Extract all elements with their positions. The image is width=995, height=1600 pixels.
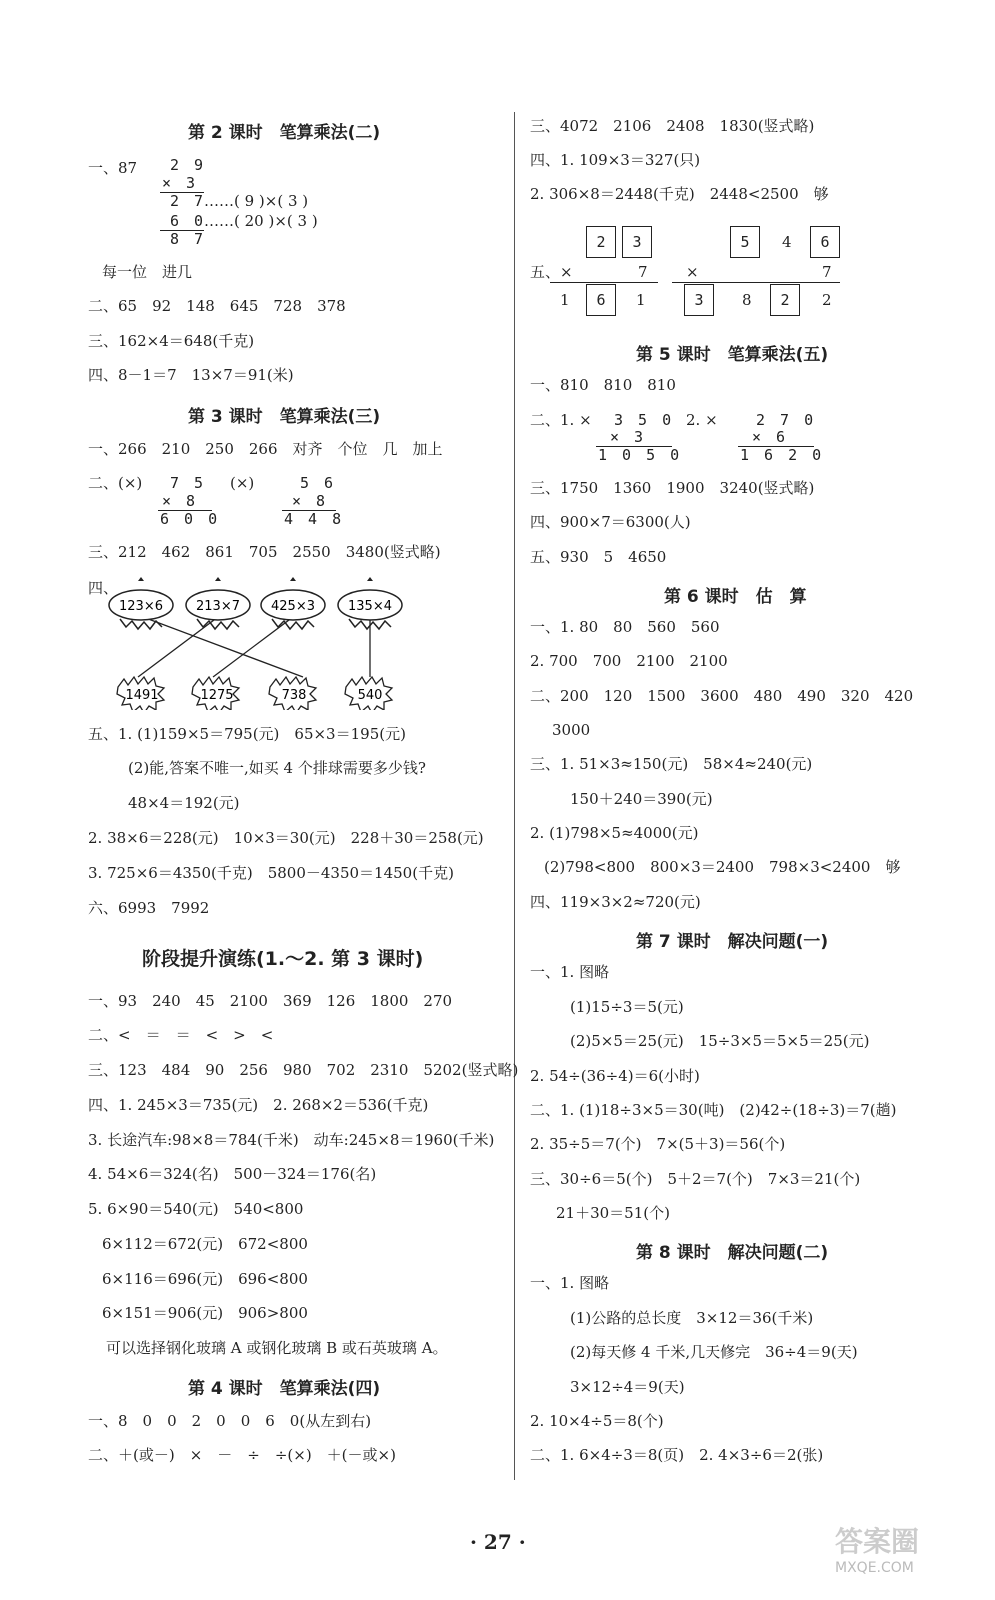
puzzle-b-box-bot-1: 3 [684, 284, 714, 316]
stage-practice-title: 阶段提升演练(1.～2. 第 3 课时) [142, 948, 424, 970]
stage-q1: 一、93 240 45 2100 369 126 1800 270 [88, 992, 453, 1010]
l5-q2-a-label: 二、1. × [530, 411, 592, 429]
l6-q3-4: (2)798<800 800×3＝2400 798×3<2400 够 [544, 858, 901, 876]
l5-q3: 三、1750 1360 1900 3240(竖式略) [530, 479, 815, 497]
watermark [835, 1520, 985, 1590]
bubble-3 [261, 577, 325, 629]
bubble-4-label: 135×4 [348, 599, 392, 614]
bottom-stars [117, 677, 392, 710]
puzzle-a-box-top-1: 2 [586, 226, 616, 258]
l4-q1: 一、8 0 0 2 0 0 6 0(从左到右) [88, 1412, 372, 1430]
l5-q2-a-row1: 3 5 0 [614, 411, 675, 429]
lesson-2-title: 第 2 课时 笔算乘法(二) [188, 123, 381, 143]
l3-q2-b-row2: × 8 [292, 492, 329, 510]
page-number: · 27 · [470, 1530, 526, 1554]
l3-q2-a-row1: 7 5 [170, 474, 207, 492]
stage-q2: 二、< ＝ ＝ < > < [88, 1026, 274, 1044]
l5-q2-b-label: 2. × [686, 411, 718, 429]
puzzle-b-bot-2: 8 [742, 291, 752, 309]
l2-q1-row4-note: ……( 20 )×( 3 ) [204, 212, 318, 230]
stage-q4-8: 6×151＝906(元) 906>800 [102, 1304, 308, 1322]
l3-q5-4: 2. 38×6＝228(元) 10×3＝30(元) 228＋30＝258(元) [88, 829, 484, 847]
l6-q2: 二、200 120 1500 3600 480 490 320 420 [530, 687, 914, 705]
puzzle-b-bot-4: 2 [822, 291, 832, 309]
l3-q5-3: 48×4＝192(元) [128, 794, 240, 812]
l7-q1-1: 一、1. 图略 [530, 963, 610, 981]
stage-q4-1: 四、1. 245×3＝735(元) 2. 268×2＝536(千克) [88, 1096, 429, 1114]
l8-q1-5: 2. 10×4÷5＝8(个) [530, 1412, 664, 1430]
match-lines [138, 617, 370, 677]
l7-q3-2: 21＋30＝51(个) [556, 1204, 670, 1222]
l8-q1-2: (1)公路的总长度 3×12＝36(千米) [570, 1309, 814, 1327]
l3-q4-label: 四、 [88, 579, 119, 597]
bubble-1 [109, 577, 173, 629]
l3-q5-2: (2)能,答案不唯一,如买 4 个排球需要多少钱? [128, 759, 426, 777]
l3-q5-5: 3. 725×6＝4350(千克) 5800－4350＝1450(千克) [88, 864, 454, 882]
r-q4-1: 四、1. 109×3＝327(只) [530, 151, 701, 169]
stage-q4-4: 4. 54×6＝324(名) 500－324＝176(名) [88, 1165, 377, 1183]
l2-q1-row3: 2 7 [170, 192, 207, 210]
puzzle-b-multiplier: 7 [822, 263, 832, 281]
bubble-3-label: 425×3 [271, 599, 315, 614]
puzzle-a-bot-1: 1 [560, 291, 570, 309]
watermark-sub: MXQE.COM [835, 1560, 914, 1576]
bubble-2 [186, 577, 250, 629]
l3-q5-1: 五、1. (1)159×5＝795(元) 65×3＝195(元) [88, 725, 406, 743]
r-q3: 三、4072 2106 2408 1830(竖式略) [530, 117, 815, 135]
l2-q4: 四、8－1＝7 13×7＝91(米) [88, 366, 294, 384]
l6-q1-2: 2. 700 700 2100 2100 [530, 652, 728, 670]
l3-q2-a-label: 二、(×) [88, 474, 143, 492]
l6-q1-1: 一、1. 80 80 560 560 [530, 618, 720, 636]
l5-q4: 四、900×7＝6300(人) [530, 513, 691, 531]
star-2 [192, 677, 239, 710]
l8-q2-1: 二、1. 6×4÷3＝8(页) 2. 4×3÷6＝2(张) [530, 1446, 824, 1464]
lesson-4-title: 第 4 课时 笔算乘法(四) [188, 1379, 381, 1399]
l4-q2: 二、＋(或－) × － ÷ ÷(×) ＋(－或×) [88, 1446, 396, 1464]
l3-q2-b-row1: 5 6 [300, 474, 337, 492]
puzzle-b-times: × [686, 263, 699, 281]
puzzle-a-rule [550, 282, 658, 283]
l6-q3-2: 150＋240＝390(元) [570, 790, 713, 808]
watermark-main: 答案圈 [835, 1525, 920, 1558]
l3-q1: 一、266 210 250 266 对齐 个位 几 加上 [88, 440, 443, 458]
l3-q2-b-row3: 4 4 8 [284, 510, 345, 528]
bubble-2-label: 213×7 [196, 599, 240, 614]
puzzle-b-box-bot-3: 2 [770, 284, 800, 316]
puzzle-a-multiplier: 7 [638, 263, 648, 281]
l2-q1-row5: 8 7 [170, 230, 207, 248]
l7-q1-3: (2)5×5＝25(元) 15÷3×5＝5×5＝25(元) [570, 1032, 870, 1050]
l5-q2-a-row2: × 3 [610, 428, 647, 446]
puzzle-a-box-bot: 6 [586, 284, 616, 316]
l5-q2-b-row3: 1 6 2 0 [740, 446, 825, 464]
puzzle-b-box-top-3: 6 [810, 226, 840, 258]
stage-q4-6: 6×112＝672(元) 672<800 [102, 1235, 308, 1253]
l7-q2-2: 2. 35÷5＝7(个) 7×(5＋3)＝56(个) [530, 1135, 786, 1153]
star-1 [117, 677, 164, 710]
l5-q1: 一、810 810 810 [530, 376, 676, 394]
l6-q4: 四、119×3×2≈720(元) [530, 893, 701, 911]
star-3 [269, 677, 316, 710]
l3-q2-b-label: (×) [230, 474, 255, 492]
l2-q1-label: 一、87 [88, 159, 138, 177]
puzzle-a-box-top-2: 3 [622, 226, 652, 258]
l8-q1-3: (2)每天修 4 千米,几天修完 36÷4＝9(天) [570, 1343, 858, 1361]
puzzle-b-rule [672, 282, 840, 283]
puzzle-b-top-2: 4 [782, 233, 792, 251]
l3-q6: 六、6993 7992 [88, 899, 210, 917]
l5-q5: 五、930 5 4650 [530, 548, 667, 566]
l3-q3: 三、212 462 861 705 2550 3480(竖式略) [88, 543, 441, 561]
l2-q2: 二、65 92 148 645 728 378 [88, 297, 346, 315]
l2-q1-row2: × 3 [162, 174, 199, 192]
l2-q1-row1: 2 9 [170, 156, 207, 174]
r-q4-2: 2. 306×8＝2448(千克) 2448<2500 够 [530, 185, 829, 203]
puzzle-b-box-top-1: 5 [730, 226, 760, 258]
l6-q2b: 3000 [552, 721, 591, 739]
star-4 [345, 677, 392, 710]
puzzle-label: 五、× [530, 263, 573, 281]
lesson-6-title: 第 6 课时 估 算 [664, 587, 807, 607]
l2-q3: 三、162×4＝648(千克) [88, 332, 255, 350]
stage-q3: 三、123 484 90 256 980 702 2310 5202(竖式略) [88, 1061, 519, 1079]
stage-q4-7: 6×116＝696(元) 696<800 [102, 1270, 308, 1288]
l7-q3-1: 三、30÷6＝5(个) 5＋2＝7(个) 7×3＝21(个) [530, 1170, 861, 1188]
l5-q2-a-row3: 1 0 5 0 [598, 446, 683, 464]
star-2-label: 1275 [200, 688, 234, 703]
l2-q1-row3-note: ……( 9 )×( 3 ) [204, 192, 309, 210]
stage-q4-3: 3. 长途汽车:98×8＝784(千米) 动车:245×8＝1960(千米) [88, 1131, 495, 1149]
l6-q3-1: 三、1. 51×3≈150(元) 58×4≈240(元) [530, 755, 813, 773]
l7-q1-4: 2. 54÷(36÷4)＝6(小时) [530, 1067, 700, 1085]
l3-q2-a-row3: 6 0 0 [160, 510, 221, 528]
l3-q2-a-row2: × 8 [162, 492, 199, 510]
lesson-3-title: 第 3 课时 笔算乘法(三) [188, 407, 381, 427]
l5-q2-b-row1: 2 7 0 [756, 411, 817, 429]
bubble-1-label: 123×6 [119, 599, 163, 614]
star-4-label: 540 [357, 688, 383, 703]
l7-q2-1: 二、1. (1)18÷3×5＝30(吨) (2)42÷(18÷3)＝7(趟) [530, 1101, 897, 1119]
l8-q1-1: 一、1. 图略 [530, 1274, 610, 1292]
star-1-label: 1491 [125, 688, 159, 703]
lesson-7-title: 第 7 课时 解决问题(一) [636, 932, 829, 952]
column-divider [514, 112, 515, 1480]
stage-q4-9: 可以选择钢化玻璃 A 或钢化玻璃 B 或石英玻璃 A。 [106, 1339, 448, 1357]
stage-q4-5: 5. 6×90＝540(元) 540<800 [88, 1200, 304, 1218]
l3-q4-matching-diagram [108, 575, 418, 710]
l8-q1-4: 3×12÷4＝9(天) [570, 1378, 685, 1396]
l2-q1-row4: 6 0 [170, 212, 207, 230]
puzzle-a-bot-3: 1 [636, 291, 646, 309]
l5-q2-b-row2: × 6 [752, 428, 789, 446]
lesson-5-title: 第 5 课时 笔算乘法(五) [636, 345, 829, 365]
l2-q1-tail: 每一位 进几 [102, 263, 193, 281]
star-3-label: 738 [281, 688, 307, 703]
l7-q1-2: (1)15÷3＝5(元) [570, 998, 684, 1016]
l6-q3-3: 2. (1)798×5≈4000(元) [530, 824, 699, 842]
lesson-8-title: 第 8 课时 解决问题(二) [636, 1243, 829, 1263]
